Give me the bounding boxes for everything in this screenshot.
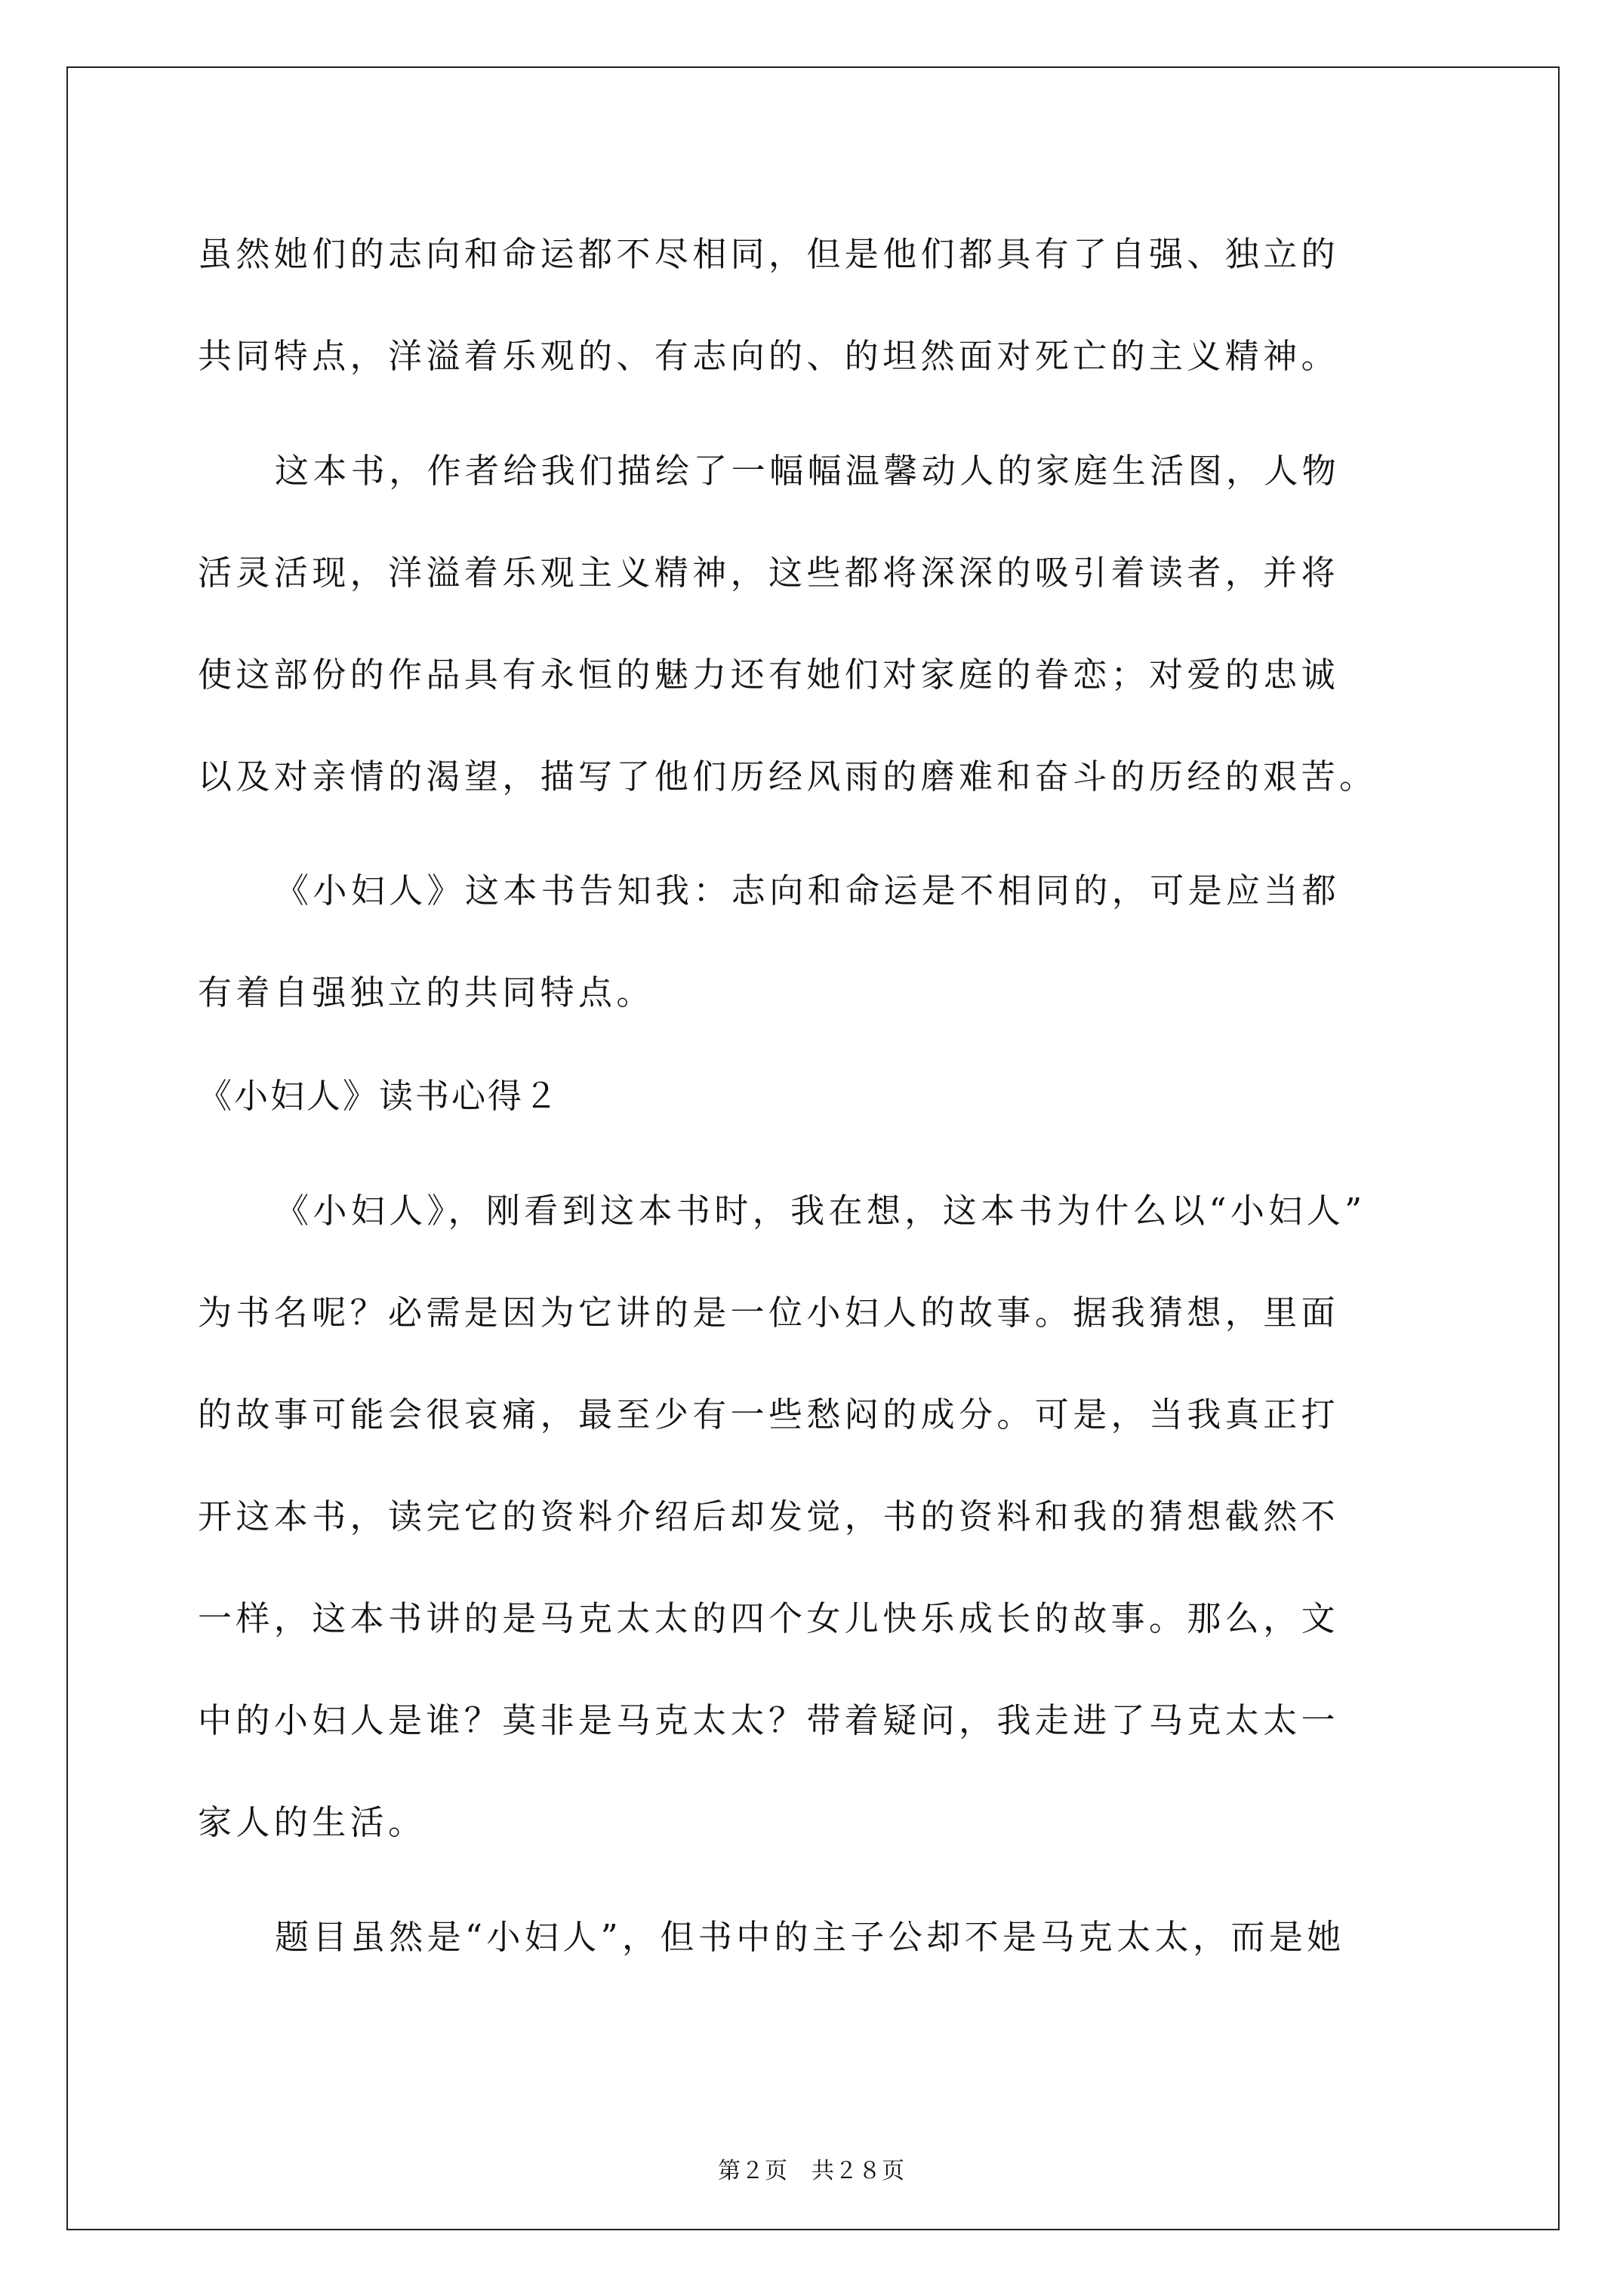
text-line: 活灵活现，洋溢着乐观主义精神，这些都将深深的吸引着读者，并将 xyxy=(198,553,1340,593)
paragraph-first-line: 这本书，作者给我们描绘了一幅幅温馨动人的家庭生活图，人物 xyxy=(275,451,1341,491)
text-line: 有着自强独立的共同特点。 xyxy=(198,972,654,1012)
paragraph-first-line: 题目虽然是“小妇人”，但书中的主子公却不是马克太太，而是她 xyxy=(275,1917,1345,1957)
section-heading: 《小妇人》读书心得２ xyxy=(198,1076,561,1116)
text-line: 一样，这本书讲的是马克太太的四个女儿快乐成长的故事。那么，文 xyxy=(198,1598,1340,1638)
paragraph-first-line: 《小妇人》这本书告知我：志向和命运是不相同的，可是应当都 xyxy=(275,871,1341,911)
text-line: 虽然她们的志向和命运都不尽相同，但是他们都具有了自强、独立的 xyxy=(198,234,1340,274)
text-line: 以及对亲情的渴望，描写了他们历经风雨的磨难和奋斗的历经的艰苦。 xyxy=(198,757,1378,797)
page-number-footer: 第２页 共２８页 xyxy=(718,2158,905,2184)
text-line: 的故事可能会很哀痛，最至少有一些愁闷的成分。可是，当我真正打 xyxy=(198,1395,1340,1435)
page-border xyxy=(66,66,1560,2230)
text-line: 中的小妇人是谁？莫非是马克太太？带着疑问，我走进了马克太太一 xyxy=(198,1700,1340,1740)
text-line: 家人的生活。 xyxy=(198,1802,427,1842)
text-line: 使这部份的作品具有永恒的魅力还有她们对家庭的眷恋；对爱的忠诚 xyxy=(198,655,1340,695)
text-line: 共同特点，洋溢着乐观的、有志向的、的坦然面对死亡的主义精神。 xyxy=(198,336,1340,376)
paragraph-first-line: 《小妇人》，刚看到这本书时，我在想，这本书为什么以“小妇人” xyxy=(275,1191,1366,1231)
text-line: 开这本书，读完它的资料介绍后却发觉，书的资料和我的猜想截然不 xyxy=(198,1496,1340,1536)
text-line: 为书名呢？必需是因为它讲的是一位小妇人的故事。据我猜想，里面 xyxy=(198,1293,1340,1333)
